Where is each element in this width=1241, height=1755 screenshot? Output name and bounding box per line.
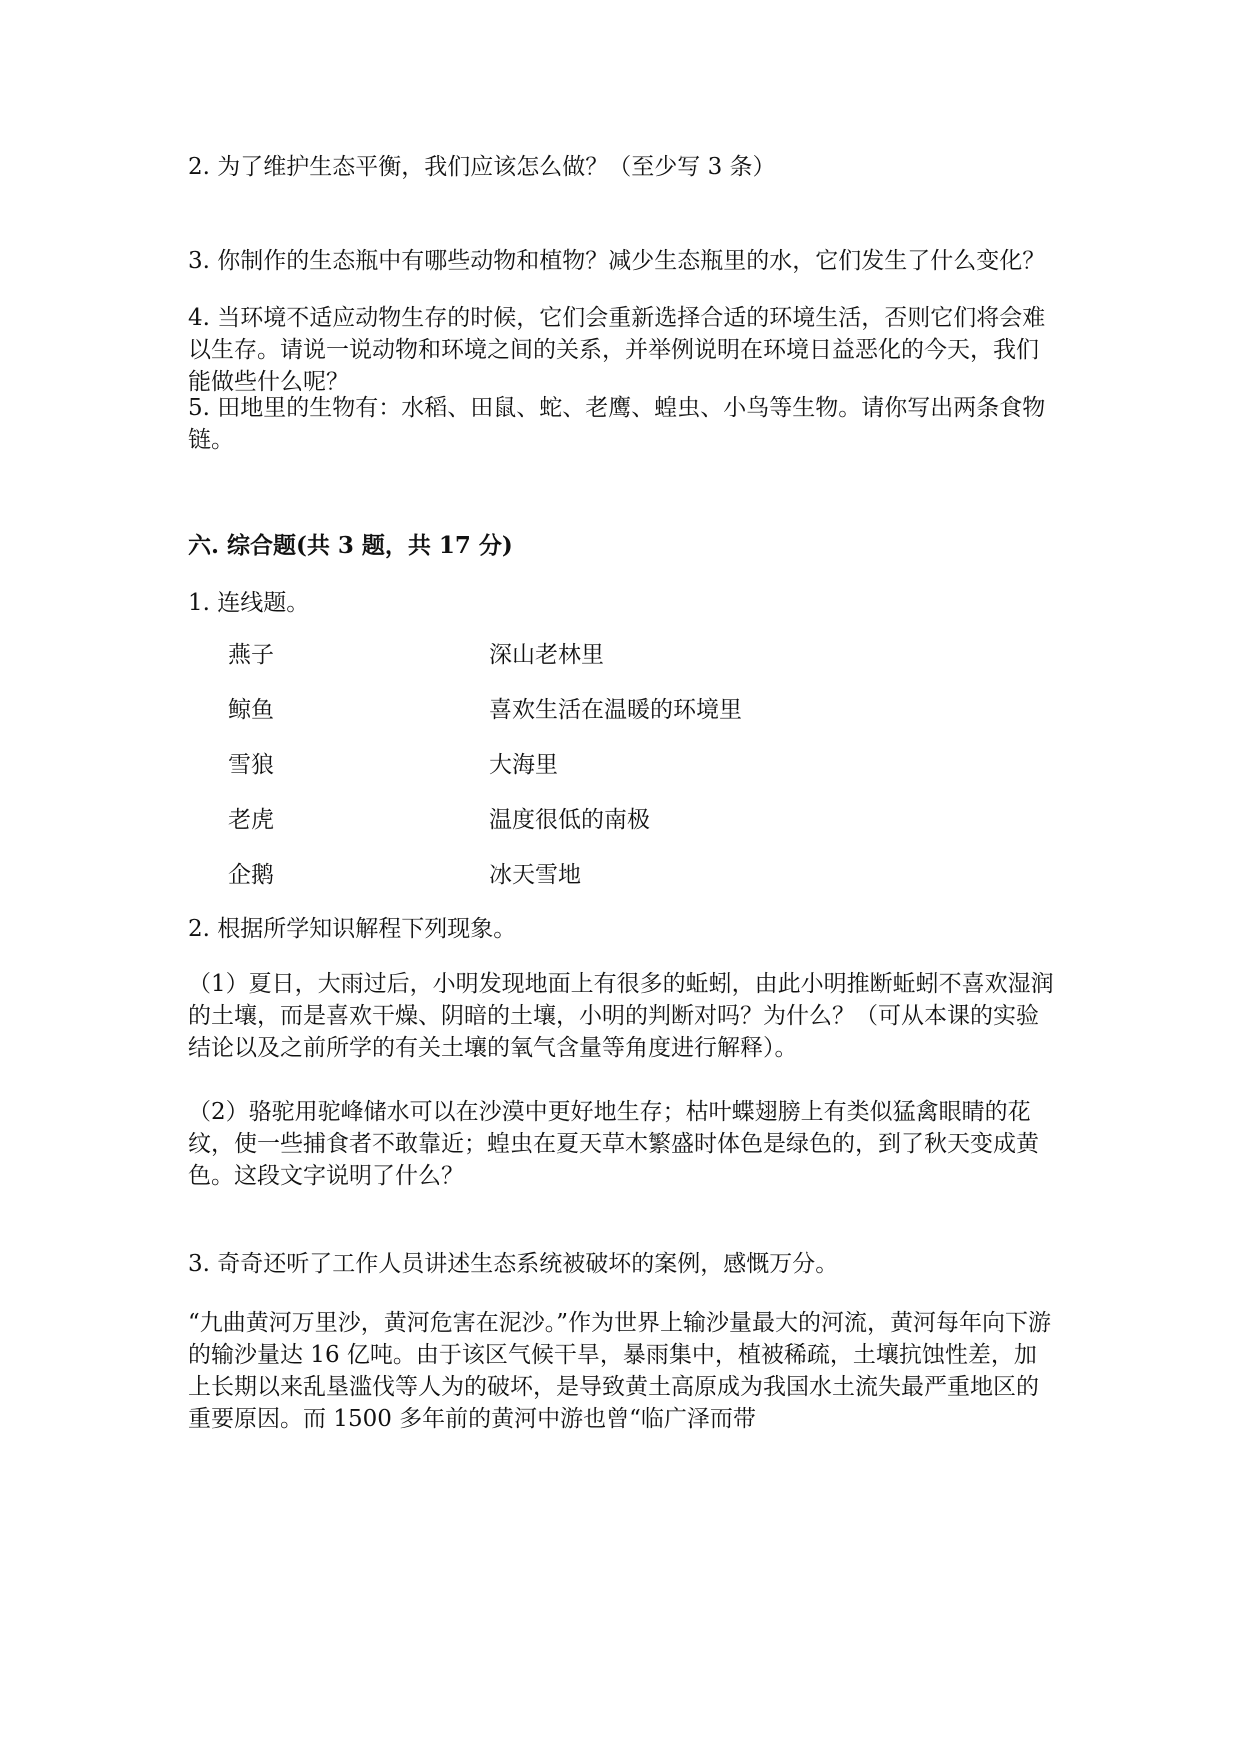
question-6-2-part-2: （2）骆驼用驼峰储水可以在沙漠中更好地生存；枯叶蝶翅膀上有类似猛禽眼睛的花纹，使一些捕食者不敢靠近；蝗虫在夏天草木繁盛时体色是绿色的，到了秋天变成黄色。这段文字说明了什么？	[188, 1099, 1039, 1189]
match-left-item: 老虎	[228, 807, 274, 833]
question-5-3: 3. 你制作的生态瓶中有哪些动物和植物？减少生态瓶里的水，它们发生了什么变化？	[188, 248, 1046, 274]
question-6-3-passage: “九曲黄河万里沙，黄河危害在泥沙。”作为世界上输沙量最大的河流，黄河每年向下游的输沙量达 16 亿吨。由于该区气候干旱，暴雨集中，植被稀疏，土壤抗蚀性差，加上长期以来乱垦滥伐等人为的破坏，是导致黄土高原成为我国水土流失最严重地区的重要原因。而 1500 多年前的黄河中游也曾“临广泽而带	[188, 1310, 1052, 1432]
match-right-item: 大海里	[489, 752, 558, 778]
question-5-2: 2. 为了维护生态平衡，我们应该怎么做？（至少写 3 条）	[188, 154, 776, 180]
question-6-2-part-1: （1）夏日，大雨过后，小明发现地面上有很多的蚯蚓，由此小明推断蚯蚓不喜欢湿润的土壤，而是喜欢干燥、阴暗的土壤，小明的判断对吗？为什么？（可从本课的实验结论以及之前所学的有关土壤的氧气含量等角度进行解释）。	[188, 971, 1054, 1061]
question-6-2-title: 2. 根据所学知识解程下列现象。	[188, 916, 517, 942]
match-left-item: 雪狼	[228, 752, 274, 778]
match-left-item: 鲸鱼	[228, 697, 274, 723]
question-5-4: 4. 当环境不适应动物生存的时候，它们会重新选择合适的环境生活，否则它们将会难以生存。请说一说动物和环境之间的关系，并举例说明在环境日益恶化的今天，我们能做些什么呢？	[188, 305, 1046, 395]
match-right-item: 温度很低的南极	[489, 807, 650, 833]
question-5-5: 5. 田地里的生物有：水稻、田鼠、蛇、老鹰、蝗虫、小鸟等生物。请你写出两条食物链。	[188, 395, 1046, 453]
match-right-item: 喜欢生活在温暖的环境里	[489, 697, 742, 723]
match-right-item: 深山老林里	[489, 642, 604, 668]
question-6-1-title: 1. 连线题。	[188, 590, 310, 616]
match-left-item: 燕子	[228, 642, 274, 668]
section-6-heading: 六. 综合题(共 3 题，共 17 分)	[188, 532, 513, 559]
question-6-3-title: 3. 奇奇还听了工作人员讲述生态系统被破坏的案例，感慨万分。	[188, 1251, 839, 1277]
match-right-item: 冰天雪地	[489, 862, 581, 888]
match-left-item: 企鹅	[228, 862, 274, 888]
